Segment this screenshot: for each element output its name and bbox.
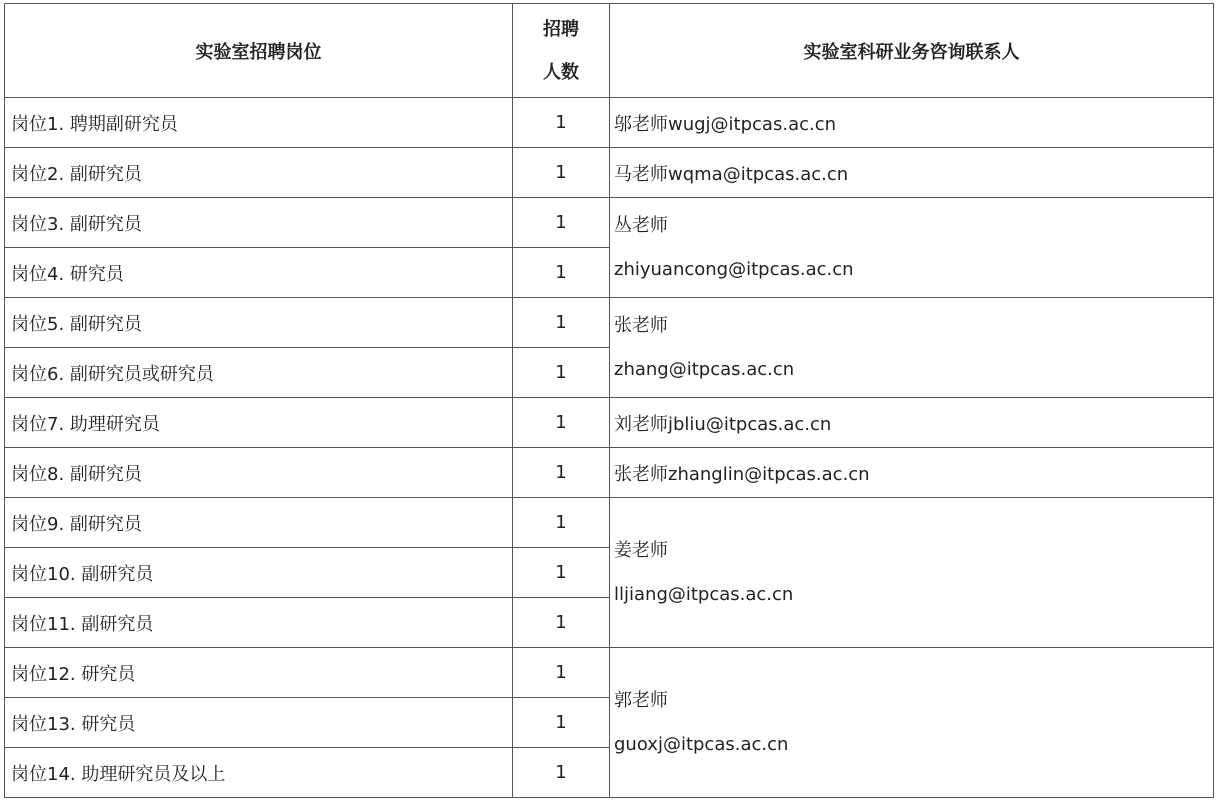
contact-name: 姜老师 <box>614 539 668 561</box>
contact-cell <box>610 198 1214 298</box>
count-cell: 1 <box>513 748 610 798</box>
position-cell: 岗位12. 研究员 <box>5 648 513 698</box>
table-row <box>5 298 1214 348</box>
table-row <box>5 98 1214 148</box>
position-cell: 岗位10. 副研究员 <box>5 548 513 598</box>
count-cell: 1 <box>513 248 610 298</box>
position-cell: 岗位6. 副研究员或研究员 <box>5 348 513 398</box>
contact-email: lljiang@itpcas.ac.cn <box>614 583 794 605</box>
count-cell: 1 <box>513 398 610 448</box>
position-cell: 岗位2. 副研究员 <box>5 148 513 198</box>
contact-cell <box>610 498 1214 648</box>
contact-cell: 邬老师wugj@itpcas.ac.cn <box>610 98 1214 148</box>
position-cell: 岗位13. 研究员 <box>5 698 513 748</box>
position-cell: 岗位11. 副研究员 <box>5 598 513 648</box>
position-cell: 岗位4. 研究员 <box>5 248 513 298</box>
header-count-line2: 人数 <box>543 61 579 83</box>
count-cell: 1 <box>513 648 610 698</box>
count-cell: 1 <box>513 598 610 648</box>
count-cell: 1 <box>513 698 610 748</box>
contact-email: zhang@itpcas.ac.cn <box>614 358 795 380</box>
header-position: 实验室招聘岗位 <box>5 4 513 98</box>
header-count <box>513 4 610 98</box>
contact-name: 丛老师 <box>614 214 668 236</box>
position-cell: 岗位14. 助理研究员及以上 <box>5 748 513 798</box>
position-cell: 岗位7. 助理研究员 <box>5 398 513 448</box>
contact-email: guoxj@itpcas.ac.cn <box>614 733 789 755</box>
position-cell: 岗位1. 聘期副研究员 <box>5 98 513 148</box>
contact-cell <box>610 298 1214 398</box>
count-cell: 1 <box>513 198 610 248</box>
contact-cell: 马老师wqma@itpcas.ac.cn <box>610 148 1214 198</box>
table-row <box>5 148 1214 198</box>
table-row <box>5 398 1214 448</box>
header-count-line1: 招聘 <box>543 18 579 40</box>
contact-cell: 刘老师jbliu@itpcas.ac.cn <box>610 398 1214 448</box>
count-cell: 1 <box>513 98 610 148</box>
count-cell: 1 <box>513 498 610 548</box>
position-cell: 岗位3. 副研究员 <box>5 198 513 248</box>
contact-name: 郭老师 <box>614 689 668 711</box>
table-row <box>5 198 1214 248</box>
position-cell: 岗位8. 副研究员 <box>5 448 513 498</box>
header-row <box>5 4 1214 98</box>
table-row <box>5 448 1214 498</box>
table-row <box>5 498 1214 548</box>
contact-name: 张老师 <box>614 314 668 336</box>
header-contact: 实验室科研业务咨询联系人 <box>610 4 1214 98</box>
contact-cell: 张老师zhanglin@itpcas.ac.cn <box>610 448 1214 498</box>
contact-email: zhiyuancong@itpcas.ac.cn <box>614 258 854 280</box>
table-row <box>5 648 1214 698</box>
count-cell: 1 <box>513 148 610 198</box>
position-cell: 岗位9. 副研究员 <box>5 498 513 548</box>
count-cell: 1 <box>513 298 610 348</box>
count-cell: 1 <box>513 348 610 398</box>
count-cell: 1 <box>513 448 610 498</box>
contact-cell <box>610 648 1214 798</box>
recruitment-table <box>4 3 1214 798</box>
position-cell: 岗位5. 副研究员 <box>5 298 513 348</box>
count-cell: 1 <box>513 548 610 598</box>
